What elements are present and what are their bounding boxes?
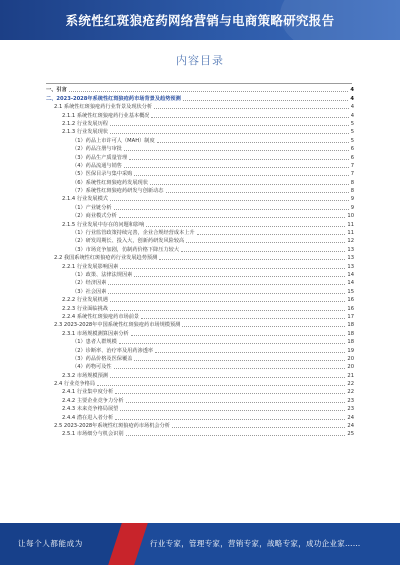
toc-entry-page: 20 (347, 355, 354, 362)
toc-leader-dots (155, 352, 345, 353)
toc-leader-dots (151, 117, 348, 118)
toc-entry-page: 16 (347, 297, 354, 304)
toc-entry-title: （4）药品流通与销售 (72, 162, 122, 169)
toc-entry[interactable] (46, 128, 354, 136)
toc-entry-page: 23 (347, 397, 354, 404)
toc-entry-page: 11 (347, 221, 354, 228)
toc-entry[interactable] (46, 296, 354, 304)
toc-leader-dots (69, 91, 349, 92)
toc-entry-title: （2）诊断率、治疗率及用药渗透率 (72, 347, 154, 354)
toc-leader-dots (134, 276, 345, 277)
toc-entry-title: 2.2.3 行业面临挑战 (62, 305, 108, 312)
toc-entry[interactable] (46, 271, 354, 279)
toc-entry-page: 8 (350, 188, 354, 195)
toc-entry[interactable] (46, 338, 354, 346)
toc-leader-dots (119, 343, 346, 344)
toc-entry-title: 2.4.1 行业集中度分析 (62, 389, 114, 396)
toc-entry-page: 7 (350, 171, 354, 178)
toc-leader-dots (97, 385, 345, 386)
toc-entry-page: 18 (347, 322, 354, 329)
toc-entry-page: 5 (350, 120, 354, 127)
toc-entry-title: （3）社会因素 (72, 288, 107, 295)
toc-entry-title: （1）行业监管政策持续完善，企业合规经营成本上升 (72, 230, 195, 237)
toc-entry-title: 2.1.3 行业发展现状 (62, 129, 108, 136)
toc-leader-dots (110, 377, 345, 378)
toc-entry-title: 2.5 2023-2028年系统性红斑狼疮药市场机会分析 (54, 423, 170, 430)
toc-entry-page: 22 (347, 381, 354, 388)
toc-entry-title: （3）药品价格及医保覆盖 (72, 355, 133, 362)
toc-entry-title: 一、引言 (46, 87, 67, 94)
toc-entry[interactable] (46, 413, 354, 421)
toc-entry[interactable] (46, 430, 354, 438)
toc-entry-page: 4 (350, 95, 354, 102)
toc-leader-dots (183, 100, 349, 101)
toc-leader-dots (154, 108, 349, 109)
toc-leader-dots (120, 268, 345, 269)
toc-entry[interactable] (46, 321, 354, 329)
toc-entry-title: 二、2023-2028年系统性红斑狼疮药市场背景及趋势预测 (46, 95, 181, 102)
toc-entry-title: （3）市场竞争加剧，仿制药价格下降压力较大 (72, 246, 180, 253)
toc-entry[interactable] (46, 388, 354, 396)
toc-entry-title: （2）商业模式分析 (72, 213, 117, 220)
toc-entry[interactable] (46, 304, 354, 312)
toc-entry-title: （4）药物可及性 (72, 364, 112, 371)
toc-entry-page: 13 (347, 246, 354, 253)
toc-entry-title: 2.3.2 市场规模预测 (62, 372, 108, 379)
toc-leader-dots (131, 335, 346, 336)
toc-entry[interactable] (46, 262, 354, 270)
toc-entry-page: 23 (347, 406, 354, 413)
footer-slogan: 让每个人都能成为 (18, 539, 83, 548)
toc-entry[interactable] (46, 329, 354, 337)
toc-entry-title: 2.4.2 主要企业竞争力分析 (62, 397, 124, 404)
toc-leader-dots (110, 133, 349, 134)
toc-entry-page: 20 (347, 364, 354, 371)
toc-entry[interactable] (46, 136, 354, 144)
toc-entry-page: 9 (350, 196, 354, 203)
footer-banner (0, 523, 400, 565)
toc-entry-title: 2.2.4 系统性红斑狼疮药市场前景 (62, 313, 140, 320)
toc-leader-dots (114, 368, 346, 369)
toc-entry-title: 2.5.1 市场细分与机会识别 (62, 431, 124, 438)
toc-entry-title: 2.4.3 未来竞争格局展望 (62, 406, 119, 413)
toc-entry[interactable] (46, 153, 354, 161)
toc-entry-title: （1）产业链分析 (72, 204, 112, 211)
toc-entry-page: 8 (350, 179, 354, 186)
toc-entry[interactable] (46, 162, 354, 170)
toc-leader-dots (134, 175, 348, 176)
toc-leader-dots (110, 200, 349, 201)
toc-leader-dots (124, 150, 349, 151)
toc-leader-dots (108, 293, 345, 294)
toc-leader-dots (172, 427, 345, 428)
toc-leader-dots (114, 209, 349, 210)
toc-entry-page: 24 (347, 414, 354, 421)
toc-leader-dots (157, 142, 349, 143)
toc-leader-dots (182, 326, 345, 327)
toc-leader-dots (108, 284, 345, 285)
toc-leader-dots (115, 393, 345, 394)
toc-entry-title: 2.2.1 行业发展影响因素 (62, 263, 119, 270)
toc-entry-title: （1）药品上市许可人（MAH）制度 (72, 137, 155, 144)
toc-leader-dots (110, 125, 349, 126)
toc-entry-page: 4 (350, 87, 354, 94)
toc-entry[interactable] (46, 405, 354, 413)
toc-entry-page: 15 (347, 288, 354, 295)
toc-entry-page: 9 (350, 204, 354, 211)
toc-entry-title: 2.4.4 潜在进入者分析 (62, 414, 114, 421)
toc-entry[interactable] (46, 313, 354, 321)
toc-leader-dots (134, 360, 345, 361)
toc-entry[interactable] (46, 245, 354, 253)
toc-entry-title: （1）政策、法律法规因素 (72, 271, 133, 278)
toc-leader-dots (186, 242, 345, 243)
toc-entry-title: 2.4 行业竞争格局 (54, 381, 96, 388)
toc-entry-title: 2.1.5 行业发展中存在的问题和影响 (62, 221, 145, 228)
toc-entry[interactable] (46, 195, 354, 203)
toc-entry-page: 18 (347, 339, 354, 346)
toc-entry-page: 13 (347, 255, 354, 262)
toc-entry-title: 2.3.1 市场规模测算因素分析 (62, 330, 129, 337)
toc-heading: 内容目录 (176, 54, 224, 67)
toc-entry-title: （7）系统性红斑狼疮药研发与创新动态 (72, 188, 164, 195)
toc-entry-page: 4 (350, 104, 354, 111)
toc-entry-page: 13 (347, 263, 354, 270)
toc-leader-dots (126, 435, 346, 436)
toc-leader-dots (129, 159, 349, 160)
toc-entry-page: 22 (347, 389, 354, 396)
toc-entry-title: 2.1.1 系统性红斑狼疮药行业基本概况 (62, 112, 150, 119)
toc-leader-dots (120, 410, 345, 411)
toc-entry-title: （2）研发周期长、投入大，创新药研发风险较高 (72, 238, 185, 245)
toc-entry[interactable] (46, 111, 354, 119)
toc-leader-dots (181, 251, 345, 252)
toc-entry-page: 14 (347, 271, 354, 278)
toc-leader-dots (110, 310, 345, 311)
toc-entry[interactable] (46, 170, 354, 178)
toc-entry[interactable] (46, 254, 354, 262)
toc-entry[interactable] (46, 396, 354, 404)
toc-leader-dots (197, 234, 346, 235)
toc-leader-dots (110, 301, 345, 302)
toc-entry[interactable] (46, 422, 354, 430)
toc-leader-dots (166, 192, 349, 193)
toc-entry[interactable] (46, 287, 354, 295)
toc-entry-page: 6 (350, 154, 354, 161)
toc-entry-title: （1）患者人群规模 (72, 339, 117, 346)
toc-divider (46, 83, 352, 84)
toc-leader-dots (124, 167, 349, 168)
toc-entry-page: 5 (350, 137, 354, 144)
toc-entry[interactable] (46, 120, 354, 128)
toc-entry[interactable] (46, 86, 354, 94)
toc-entry[interactable] (46, 355, 354, 363)
toc-leader-dots (159, 259, 345, 260)
toc-leader-dots (119, 217, 346, 218)
toc-entry-title: （5）医保目录与集中采购 (72, 171, 133, 178)
toc-leader-dots (150, 184, 349, 185)
toc-entry[interactable] (46, 145, 354, 153)
footer-tags: 行业专家，管理专家，营销专家，战略专家，成功企业家…… (150, 539, 361, 548)
toc-entry-page: 17 (347, 313, 354, 320)
toc-entry-title: 2.3 2023-2028年中国系统性红斑狼疮药市场规模预测 (54, 322, 181, 329)
toc-entry[interactable] (46, 103, 354, 111)
toc-entry-page: 10 (347, 213, 354, 220)
toc-entry-title: 2.2.2 行业发展机遇 (62, 297, 108, 304)
toc-entry-page: 19 (347, 347, 354, 354)
toc-entry-page: 14 (347, 280, 354, 287)
toc-entry-page: 4 (350, 112, 354, 119)
toc-entry-title: 2.2 我国系统性红斑狼疮药行业发展趋势预测 (54, 255, 158, 262)
toc-entry-page: 11 (347, 230, 354, 237)
toc-entry-page: 12 (347, 238, 354, 245)
table-of-contents (46, 86, 354, 438)
toc-leader-dots (115, 419, 345, 420)
toc-entry[interactable] (46, 94, 354, 102)
toc-entry[interactable] (46, 371, 354, 379)
toc-entry-title: 2.1.4 行业发展模式 (62, 196, 108, 203)
toc-entry-title: （6）系统性红斑狼疮药发展现状 (72, 179, 148, 186)
toc-entry-title: （2）经济因素 (72, 280, 107, 287)
toc-entry-page: 5 (350, 129, 354, 136)
toc-entry[interactable] (46, 220, 354, 228)
toc-entry[interactable] (46, 203, 354, 211)
toc-entry-page: 7 (350, 162, 354, 169)
toc-entry[interactable] (46, 279, 354, 287)
toc-entry[interactable] (46, 380, 354, 388)
toc-leader-dots (126, 402, 346, 403)
toc-leader-dots (146, 226, 345, 227)
toc-entry-title: 2.1.2 行业发展历程 (62, 120, 108, 127)
toc-entry[interactable] (46, 229, 354, 237)
toc-entry-page: 24 (347, 423, 354, 430)
report-title: 系统性红斑狼疮药网络营销与电商策略研究报告 (65, 13, 335, 28)
toc-entry-page: 16 (347, 305, 354, 312)
toc-entry-page: 6 (350, 146, 354, 153)
toc-entry-title: 2.1 系统性红斑狼疮药行业背景及现状分析 (54, 104, 153, 111)
toc-entry[interactable] (46, 212, 354, 220)
report-header-banner (0, 0, 400, 40)
toc-entry[interactable] (46, 187, 354, 195)
toc-leader-dots (141, 318, 345, 319)
toc-entry[interactable] (46, 178, 354, 186)
toc-entry[interactable] (46, 237, 354, 245)
toc-entry[interactable] (46, 346, 354, 354)
toc-entry-page: 18 (347, 330, 354, 337)
toc-entry-page: 25 (347, 431, 354, 438)
toc-entry[interactable] (46, 363, 354, 371)
toc-entry-page: 21 (347, 372, 354, 379)
toc-entry-title: （2）药品注册与审批 (72, 146, 122, 153)
toc-entry-title: （3）药品生产质量管理 (72, 154, 128, 161)
